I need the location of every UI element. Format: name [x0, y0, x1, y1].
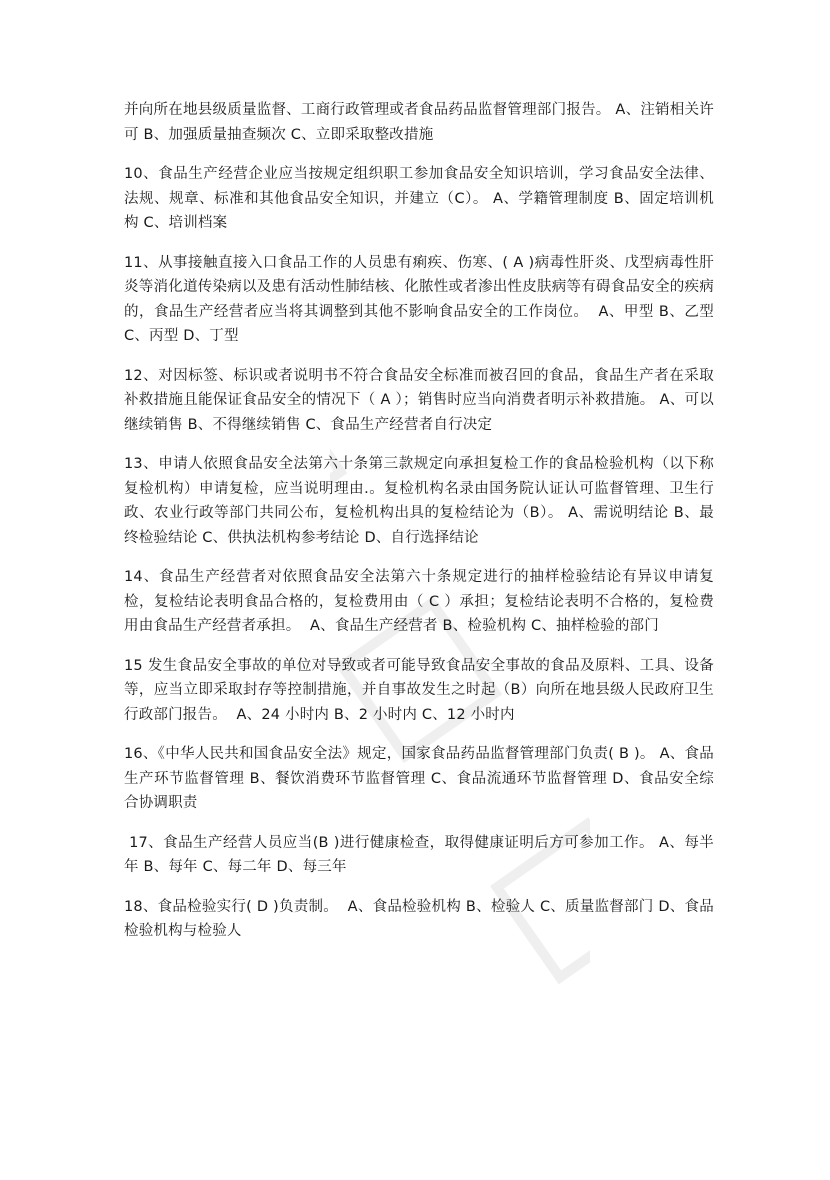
question-paragraph: 17、食品生产经营人员应当(B )进行健康检查，取得健康证明后方可参加工作。 A、每半年 B、每年 C、每二年 D、每三年 [124, 834, 715, 875]
question-paragraph: 15 发生食品安全事故的单位对导致或者可能导致食品安全事故的食品及原料、工具、设备等，应当立即采取封存等控制措施，并自事故发生之时起（B）向所在地县级人民政府卫生行政部门报告。 A、24 小时内 B、2 小时内 C、12 小时内 [124, 657, 714, 723]
question-paragraph: 11、从事接触直接入口食品工作的人员患有痢疾、伤寒、( A )病毒性肝炎、戊型病毒性肝炎等消化道传染病以及患有活动性肺结核、化脓性或者渗出性皮肤病等有碍食品安全的疾病的，食品生产经营者应当将其调整到其他不影响食品安全的工作岗位。 A、甲型 B、乙型 C、丙型 D、丁型 [124, 254, 719, 344]
question-paragraph: 12、对因标签、标识或者说明书不符合食品安全标准而被召回的食品，食品生产者在采取补救措施且能保证食品安全的情况下（ A ）；销售时应当向消费者明示补救措施。 A、可以继续销售 B、不得继续销售 C、食品生产经营者自行决定 [124, 367, 714, 433]
question-paragraph: 16、《中华人民共和国食品安全法》规定，国家食品药品监督管理部门负责( B )。 A、食品生产环节监督管理 B、餐饮消费环节监督管理 C、食品流通环节监督管理 D、食品安全综合协调职责 [124, 746, 714, 811]
document-page [124, 98, 719, 959]
question-paragraph: 18、食品检验实行( D )负责制。 A、食品检验机构 B、检验人 C、质量监督部门 D、食品检验机构与检验人 [124, 898, 714, 939]
question-paragraph: 14、食品生产经营者对依照食品安全法第六十条规定进行的抽样检验结论有异议申请复检，复检结论表明食品合格的，复检费用由（ C ）承担；复检结论表明不合格的，复检费用由食品生产经营者承担。 A、食品生产经营者 B、检验机构 C、抽样检验的部门 [124, 569, 714, 634]
question-paragraph: 13、申请人依照食品安全法第六十条第三款规定向承担复检工作的食品检验机构（以下称复检机构）申请复检，应当说明理由.。复检机构名录由国务院认证认可监督管理、卫生行政、农业行政等部门共同公布，复检机构出具的复检结论为（B）。 A、需说明结论 B、最终检验结论 C、供执法机构参考结论 D、自行选择结论 [124, 456, 714, 546]
question-paragraph: 并向所在地县级质量监督、工商行政管理或者食品药品监督管理部门报告。 A、注销相关许可 B、加强质量抽查频次 C、立即采取整改措施 [124, 102, 714, 143]
question-paragraph: 10、食品生产经营企业应当按规定组织职工参加食品安全知识培训，学习食品安全法律、法规、规章、标准和其他食品安全知识，并建立（C）。 A、学籍管理制度 B、固定培训机构 C、培训档案 [124, 166, 714, 231]
